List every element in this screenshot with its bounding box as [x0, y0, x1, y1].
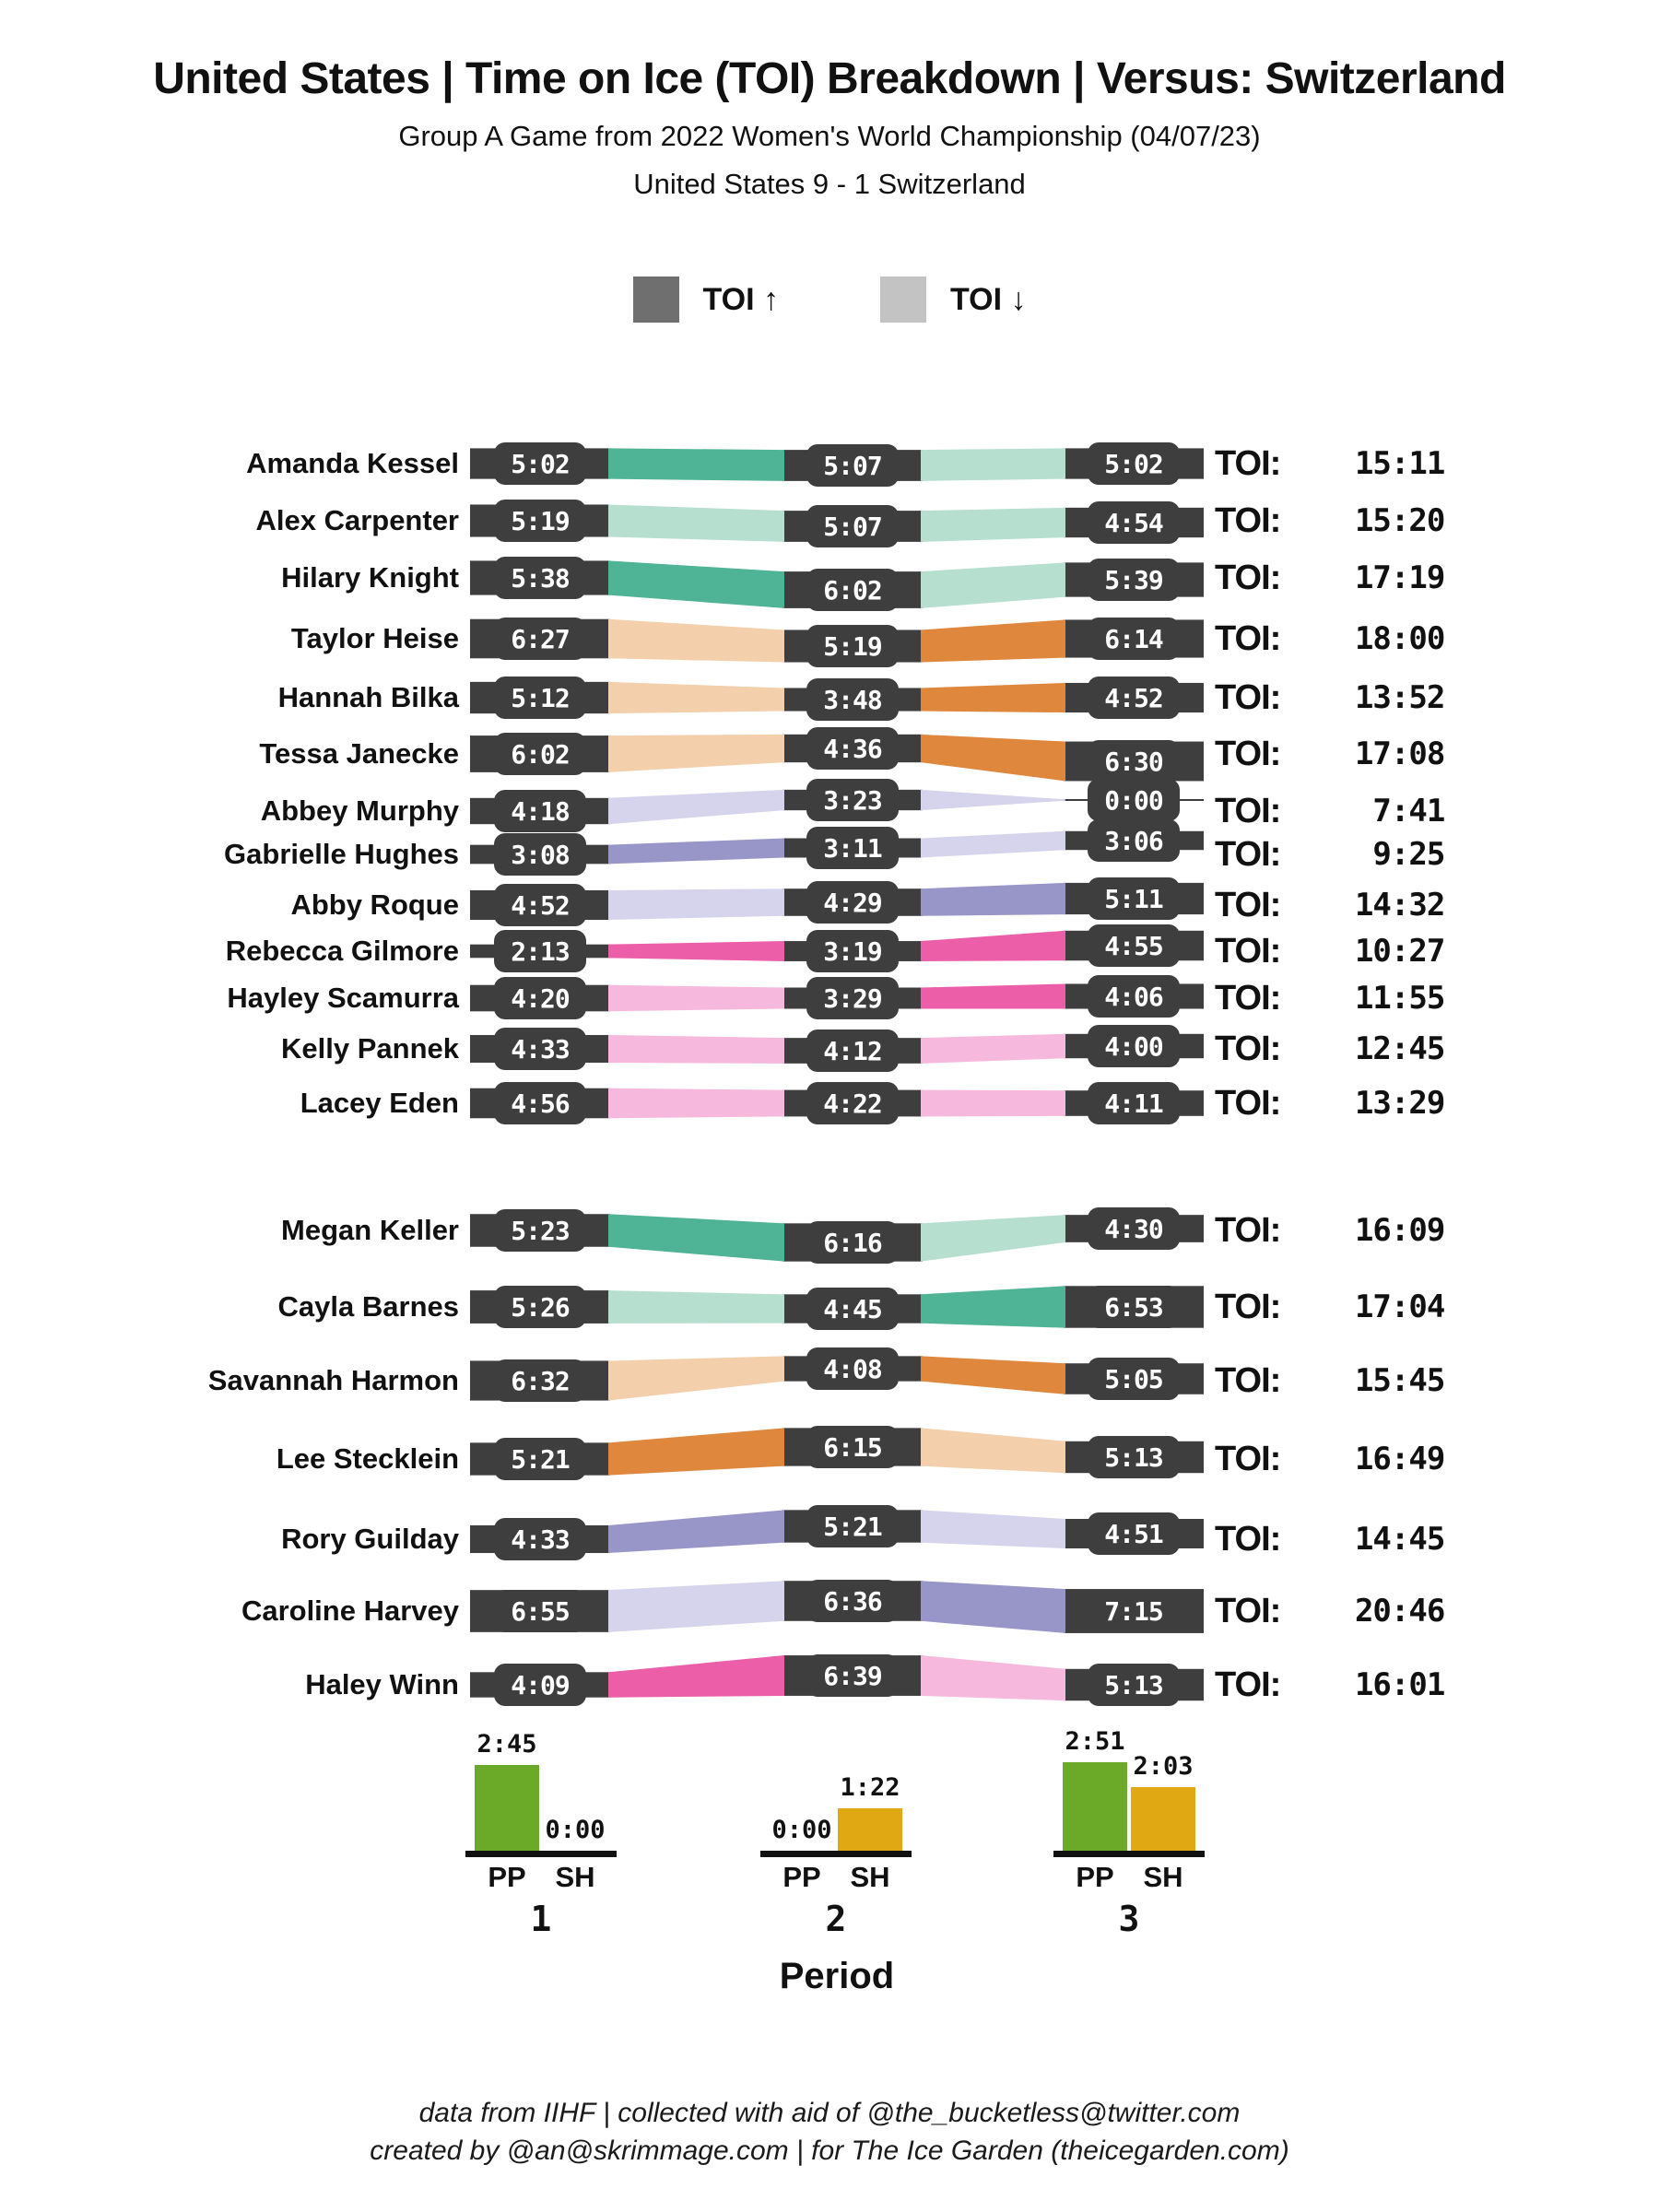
- pill-wing: [1064, 1034, 1204, 1058]
- period-pill: 4:36: [806, 727, 899, 770]
- toi-label: TOI:: [1215, 1519, 1281, 1559]
- period-pill: 6:55: [494, 1590, 586, 1632]
- period-pill: 0:00: [1088, 779, 1180, 821]
- pill-wing: [782, 450, 923, 481]
- pill-wing: [782, 1090, 923, 1117]
- player-name: Taylor Heise: [290, 622, 459, 654]
- ribbon-segment: [921, 883, 1065, 916]
- pill-wing: [470, 890, 610, 920]
- ribbon-segment: [608, 1214, 784, 1261]
- ribbon-segment: [921, 508, 1065, 542]
- toi-value: 14:45: [1354, 1521, 1445, 1558]
- legend-down-label: TOI ↓: [950, 281, 1027, 317]
- toi-label: TOI:: [1215, 734, 1281, 773]
- toi-value: 18:00: [1354, 620, 1445, 657]
- pill-wing: [782, 888, 923, 916]
- toi-label: TOI:: [1215, 500, 1281, 540]
- pill-wing: [470, 1672, 610, 1697]
- pill-wing: [782, 941, 923, 961]
- pill-wing: [1064, 1363, 1204, 1394]
- player-name: Hilary Knight: [281, 561, 459, 594]
- period-pill: 6:36: [806, 1580, 899, 1622]
- pill-wing: [1064, 831, 1204, 850]
- ribbon-segment: [921, 448, 1065, 480]
- ribbon-segment: [608, 619, 784, 663]
- pill-wing: [1064, 1215, 1204, 1242]
- ribbon-segment: [608, 1428, 784, 1475]
- period-pill: 5:12: [494, 677, 586, 719]
- ribbon-segment: [921, 562, 1065, 608]
- period-pill: 4:55: [1088, 924, 1180, 967]
- period-pill: 3:23: [806, 779, 899, 821]
- player-name: Tessa Janecke: [259, 737, 459, 770]
- pill-wing: [470, 1442, 610, 1475]
- pill-wing: [782, 838, 923, 857]
- player-name: Caroline Harvey: [241, 1594, 459, 1627]
- toi-value: 20:46: [1354, 1593, 1445, 1630]
- period-pill: 5:39: [1088, 559, 1180, 601]
- pill-wing: [1064, 448, 1204, 478]
- pill-wing: [782, 1655, 923, 1696]
- period-pill: 6:02: [806, 569, 899, 611]
- pill-wing: [782, 1428, 923, 1465]
- period-pill: 6:15: [806, 1426, 899, 1468]
- pill-wing: [470, 1525, 610, 1553]
- period-pill: 4:29: [806, 881, 899, 924]
- pill-wing: [1064, 1286, 1204, 1327]
- toi-label: TOI:: [1215, 931, 1281, 971]
- ribbon-segment: [921, 1286, 1065, 1327]
- ribbon-segment: [608, 790, 784, 824]
- pill-wing: [470, 1360, 610, 1400]
- toi-label: TOI:: [1215, 791, 1281, 830]
- ribbon-segment: [921, 619, 1065, 662]
- pill-wing: [782, 1510, 923, 1542]
- period-number: 1: [530, 1899, 552, 1939]
- sh-value: 2:03: [1133, 1751, 1194, 1781]
- period-pill: 4:18: [494, 790, 586, 832]
- pill-wing: [470, 1290, 610, 1324]
- period-pill: 4:51: [1088, 1512, 1180, 1555]
- period-pill: 5:23: [494, 1209, 586, 1252]
- toi-label: TOI:: [1215, 1287, 1281, 1326]
- period-number: 2: [825, 1899, 847, 1939]
- pill-wing: [782, 1356, 923, 1381]
- pill-wing: [1064, 931, 1204, 960]
- pill-wing: [782, 988, 923, 1009]
- pp-value: 2:45: [477, 1729, 537, 1759]
- period-axis-title: Period: [779, 1956, 895, 1996]
- sh-value: 0:00: [545, 1816, 606, 1844]
- pill-wing: [470, 735, 610, 772]
- ribbon-segment: [608, 941, 784, 961]
- period-pill: 3:29: [806, 977, 899, 1019]
- period-pill: 5:19: [806, 625, 899, 667]
- period-pill: 3:48: [806, 678, 899, 721]
- ribbon-segment: [608, 1510, 784, 1553]
- period-pill: 3:08: [494, 833, 586, 876]
- period-pill: 4:09: [494, 1664, 586, 1706]
- player-name: Savannah Harmon: [207, 1364, 459, 1396]
- player-name: Hayley Scamurra: [227, 982, 459, 1014]
- toi-value: 17:08: [1354, 735, 1445, 772]
- toi-value: 13:29: [1354, 1085, 1445, 1122]
- toi-label: TOI:: [1215, 1591, 1281, 1630]
- pp-label: PP: [488, 1861, 526, 1893]
- ribbon-segment: [921, 931, 1065, 961]
- ribbon-segment: [608, 1356, 784, 1400]
- toi-value: 15:11: [1354, 445, 1445, 482]
- pill-wing: [1064, 1669, 1204, 1700]
- ribbon-segment: [921, 1215, 1065, 1262]
- player-name: Lee Stecklein: [276, 1442, 459, 1475]
- period-pill: 5:05: [1088, 1358, 1180, 1400]
- toi-value: 15:45: [1354, 1362, 1445, 1399]
- period-pill: 4:52: [494, 884, 586, 926]
- toi-label: TOI:: [1215, 1210, 1281, 1250]
- ribbon-segment: [608, 1290, 784, 1324]
- ribbon-segment: [608, 682, 784, 713]
- pill-wing: [470, 1035, 610, 1063]
- player-name: Gabrielle Hughes: [224, 838, 459, 870]
- ribbon-segment: [921, 683, 1065, 712]
- toi-value: 14:32: [1354, 887, 1445, 924]
- ribbon-segment: [921, 1034, 1065, 1064]
- ribbon-segment: [921, 1428, 1065, 1473]
- pill-wing: [1064, 508, 1204, 537]
- ribbon-segment: [608, 985, 784, 1012]
- period-pill: 4:52: [1088, 677, 1180, 719]
- sh-value: 1:22: [840, 1772, 900, 1802]
- ribbon-segment: [921, 1581, 1065, 1633]
- toi-label: TOI:: [1215, 1665, 1281, 1704]
- pill-wing: [470, 448, 610, 478]
- toi-label: TOI:: [1215, 885, 1281, 924]
- player-name: Amanda Kessel: [246, 447, 459, 479]
- pill-wing: [1064, 562, 1204, 596]
- ribbon-segment: [921, 831, 1065, 858]
- pill-wing: [782, 629, 923, 662]
- ribbon-segment: [608, 1035, 784, 1064]
- period-pill: 5:26: [494, 1286, 586, 1328]
- pill-wing: [782, 571, 923, 608]
- ribbon-segment: [608, 838, 784, 864]
- pill-wing: [782, 1223, 923, 1261]
- pill-wing: [1064, 1090, 1204, 1116]
- toi-label: TOI:: [1215, 1439, 1281, 1478]
- pill-wing: [470, 845, 610, 865]
- toi-label: TOI:: [1215, 443, 1281, 483]
- footer-line-2: created by @an@skrimmage.com | for The Ice Garden (theicegarden.com): [370, 2136, 1289, 2166]
- ribbon-segment: [608, 1655, 784, 1698]
- pill-wing: [782, 511, 923, 542]
- player-name: Rory Guilday: [281, 1523, 459, 1555]
- period-pill: 5:02: [1088, 442, 1180, 485]
- ribbon-segment: [921, 983, 1065, 1008]
- player-name: Rebecca Gilmore: [225, 935, 459, 967]
- pill-wing: [1064, 742, 1204, 782]
- toi-value: 16:09: [1354, 1212, 1445, 1249]
- toi-value: 15:20: [1354, 502, 1445, 539]
- pp-label: PP: [782, 1861, 821, 1893]
- ribbon-segment: [608, 735, 784, 772]
- pill-wing: [470, 798, 610, 824]
- period-pill: 6:32: [494, 1359, 586, 1402]
- pill-wing: [470, 560, 610, 594]
- toi-label: TOI:: [1215, 1360, 1281, 1400]
- period-pill: 6:30: [1088, 740, 1180, 782]
- toi-label: TOI:: [1215, 978, 1281, 1018]
- period-pill: 4:12: [806, 1030, 899, 1072]
- toi-value: 17:19: [1354, 559, 1445, 596]
- period-pill: 5:13: [1088, 1664, 1180, 1706]
- toi-value: 16:49: [1354, 1441, 1445, 1477]
- subtitle: Group A Game from 2022 Women's World Championship (04/07/23): [398, 120, 1261, 152]
- player-name: Kelly Pannek: [281, 1032, 459, 1065]
- sh-label: SH: [1143, 1861, 1183, 1893]
- player-name: Cayla Barnes: [277, 1290, 459, 1323]
- ribbon-segment: [921, 790, 1065, 810]
- pill-wing: [782, 1038, 923, 1064]
- period-pill: 4:11: [1088, 1082, 1180, 1124]
- toi-label: TOI:: [1215, 1083, 1281, 1123]
- pill-wing: [1064, 619, 1204, 657]
- period-pill: 4:56: [494, 1082, 586, 1124]
- pill-wing: [470, 985, 610, 1012]
- sh-label: SH: [555, 1861, 595, 1893]
- toi-value: 10:27: [1354, 933, 1445, 970]
- pill-wing: [782, 688, 923, 711]
- period-pill: 5:19: [494, 500, 586, 542]
- period-pill: 4:33: [494, 1518, 586, 1560]
- ribbon-segment: [921, 1655, 1065, 1700]
- pill-wing: [1064, 1589, 1204, 1633]
- pill-wing: [782, 735, 923, 762]
- pill-wing: [470, 1590, 610, 1632]
- ribbon-segment: [921, 1356, 1065, 1394]
- ribbon-segment: [608, 504, 784, 541]
- period-pill: 6:16: [806, 1221, 899, 1264]
- toi-label: TOI:: [1215, 558, 1281, 597]
- pill-wing: [470, 945, 610, 959]
- pill-wing: [1064, 683, 1204, 712]
- pill-wing: [1064, 983, 1204, 1008]
- period-pill: 5:07: [806, 505, 899, 547]
- ribbon-segment: [608, 560, 784, 608]
- player-name: Alex Carpenter: [255, 504, 459, 536]
- period-number: 3: [1118, 1899, 1140, 1939]
- period-pill: 4:22: [806, 1082, 899, 1124]
- ribbon-segment: [608, 1581, 784, 1632]
- toi-label: TOI:: [1215, 677, 1281, 717]
- period-pill: 3:11: [806, 827, 899, 869]
- period-pill: 3:19: [806, 930, 899, 972]
- player-name: Hannah Bilka: [277, 681, 459, 713]
- pill-wing: [470, 682, 610, 713]
- period-pill: 5:07: [806, 444, 899, 487]
- legend-up-label: TOI ↑: [702, 281, 779, 317]
- period-pill: 6:14: [1088, 618, 1180, 660]
- pp-value: 0:00: [771, 1816, 832, 1844]
- period-pill: 6:39: [806, 1654, 899, 1697]
- pill-wing: [782, 790, 923, 810]
- ribbon-segment: [608, 448, 784, 480]
- toi-value: 17:04: [1354, 1288, 1445, 1325]
- player-name: Abby Roque: [290, 888, 459, 921]
- pill-wing: [782, 1581, 923, 1621]
- period-pill: 3:06: [1088, 819, 1180, 862]
- period-pill: 4:20: [494, 977, 586, 1019]
- toi-value: 7:41: [1372, 793, 1445, 830]
- toi-value: 16:01: [1354, 1666, 1445, 1703]
- period-pill: 4:54: [1088, 501, 1180, 544]
- pill-wing: [1064, 1441, 1204, 1473]
- period-pill: 6:27: [494, 618, 586, 660]
- ribbon-segment: [921, 1090, 1065, 1117]
- scoreline: United States 9 - 1 Switzerland: [633, 168, 1026, 200]
- period-pill: 5:13: [1088, 1436, 1180, 1478]
- player-name: Lacey Eden: [300, 1087, 459, 1119]
- ribbon-segment: [921, 1510, 1065, 1548]
- period-pill: 4:45: [806, 1288, 899, 1330]
- period-pill: 4:30: [1088, 1207, 1180, 1250]
- player-name: Haley Winn: [305, 1668, 459, 1700]
- pill-wing: [1064, 883, 1204, 914]
- toi-label: TOI:: [1215, 834, 1281, 874]
- period-pill: 5:38: [494, 557, 586, 599]
- period-pill: 4:33: [494, 1028, 586, 1070]
- sh-label: SH: [850, 1861, 890, 1893]
- period-pill: 5:02: [494, 442, 586, 485]
- pill-wing: [470, 504, 610, 536]
- period-pill: 5:11: [1088, 877, 1180, 920]
- ribbon-segment: [608, 1088, 784, 1119]
- toi-value: 9:25: [1372, 836, 1445, 873]
- pill-wing: [782, 1294, 923, 1323]
- footer-line-1: data from IIHF | collected with aid of @the_bucketless@twitter.com: [418, 2098, 1241, 2128]
- pill-wing: [470, 1088, 610, 1119]
- period-pill: 4:06: [1088, 975, 1180, 1018]
- player-name: Megan Keller: [281, 1214, 459, 1246]
- pill-wing: [1064, 799, 1204, 801]
- period-pill: 7:15: [1088, 1590, 1180, 1632]
- ribbon-segment: [921, 735, 1065, 782]
- period-pill: 6:53: [1088, 1286, 1180, 1328]
- period-pill: 2:13: [494, 930, 586, 972]
- period-pill: 5:21: [806, 1505, 899, 1547]
- period-pill: 4:00: [1088, 1025, 1180, 1067]
- toi-value: 12:45: [1354, 1030, 1445, 1067]
- pill-wing: [470, 619, 610, 659]
- period-pill: 5:21: [494, 1438, 586, 1480]
- pp-value: 2:51: [1065, 1726, 1125, 1756]
- toi-value: 11:55: [1354, 980, 1445, 1017]
- toi-value: 13:52: [1354, 679, 1445, 716]
- period-pill: 6:02: [494, 733, 586, 775]
- toi-label: TOI:: [1215, 1029, 1281, 1068]
- page-title: United States | Time on Ice (TOI) Breakdown | Versus: Switzerland: [153, 54, 1506, 103]
- toi-label: TOI:: [1215, 618, 1281, 658]
- pp-label: PP: [1076, 1861, 1114, 1893]
- pill-wing: [470, 1214, 610, 1247]
- player-name: Abbey Murphy: [260, 794, 459, 827]
- pill-wing: [1064, 1519, 1204, 1548]
- ribbon-segment: [608, 888, 784, 920]
- period-pill: 4:08: [806, 1347, 899, 1390]
